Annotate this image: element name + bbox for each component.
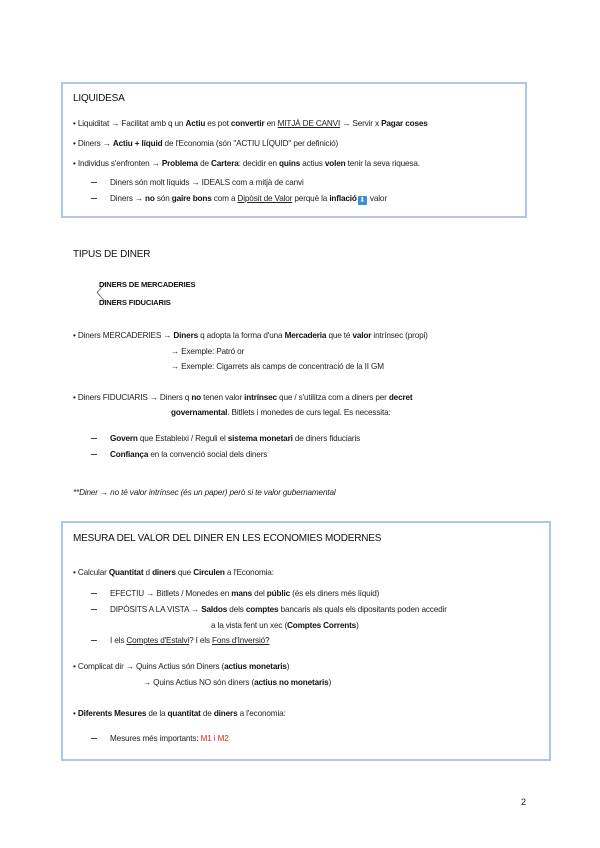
sub-bullet-liquids: Diners són molt líquids → IDEALS com a mitjà de canvi [110,178,304,187]
bullet-diners-mercaderies: • Diners MERCADERIES → Diners q adopta la forma d'una Mercaderia que té valor intrínsec (propi) [73,331,428,340]
bullet-diners-actiu: • Diners → Actiu + líquid de l'Economia (són "ACTIU LÍQUID" per definició) [73,139,339,148]
item-diposits-continuation: a la vista fent un xec (Comptes Corrents) [211,621,359,630]
section-title-mesura: MESURA DEL VALOR DEL DINER EN LES ECONOMIES MODERNES [73,533,382,544]
dash-icon [91,198,97,199]
item-diposits-vista: DIPÒSITS A LA VISTA → Saldos dels comptes bancaris als quals els dipositants poden accedir [110,605,447,614]
item-efectiu: EFECTIU → Bitllets / Monedes en mans del públic (és els diners més líquid) [110,589,380,598]
bullet-calcular-quantitat: • Calcular Quantitat d diners que Circulen a l'Economia: [73,568,274,577]
type-fiduciaris: DINERS FIDUCIARIS [99,298,171,307]
need-govern: Govern que Estableixi / Reguli el sistema monetari de diners fiduciaris [110,434,361,443]
note-diner: **Diner → no té valor intrínsec (és un paper) però si te valor gubernamental [73,488,336,497]
bullet-diferents-mesures: • Diferents Mesures de la quantitat de diners a l'economia: [73,709,286,718]
dash-icon [91,438,97,439]
dash-icon [91,593,97,594]
example-cigarrets: → Exemple: Cigarrets als camps de concentració de la II GM [171,362,384,371]
type-mercaderies: DINERS DE MERCADERIES [99,280,196,289]
example-patro-or: → Exemple: Patró or [171,347,245,356]
page-number: 2 [521,797,526,807]
bullet-problema-cartera: • Individus s'enfronten → Problema de Cartera: decidir en quins actius volen tenir la seva riquesa. [73,159,420,168]
section-title-liquidesa: LIQUIDESA [73,93,125,104]
bullet-diners-fiduciaris: • Diners FIDUCIARIS → Diners q no tenen valor intrínsec que / s'utilitza com a diners per decret [73,393,413,402]
dash-icon [91,738,97,739]
section-title-tipus: TIPUS DE DINER [73,249,151,260]
bullet-liquiditat: • Liquiditat → Facilitat amb q un Actiu es pot convertir en MITJÀ DE CANVI → Servir x Pagar coses [73,119,428,128]
brace-icon: 〈 [86,281,106,305]
item-comptes-estalvi: I els Comptes d'Estalvi? I els Fons d'Inversió? [110,636,270,645]
dash-icon [91,640,97,641]
fiduciaris-continuation: governamental. Bitllets i monedes de curs legal. Es necessita: [171,408,391,417]
down-arrow-icon: ⬇ [359,197,366,204]
dash-icon [91,454,97,455]
item-mesures-importants: Mesures més importants: M1 i M2 [110,734,229,743]
bullet-complicat-2: → Quins Actius NO són diners (actius no monetaris) [143,678,332,687]
sub-bullet-diposit-valor: Diners → no són gaire bons com a Dipòsit de Valor perquè la inflació ⬇ valor [110,194,387,204]
bullet-complicat: • Complicat dir → Quins Actius són Diners (actius monetaris) [73,662,290,671]
need-confianca: Confiança en la convenció social dels diners [110,450,268,459]
dash-icon [91,182,97,183]
dash-icon [91,609,97,610]
